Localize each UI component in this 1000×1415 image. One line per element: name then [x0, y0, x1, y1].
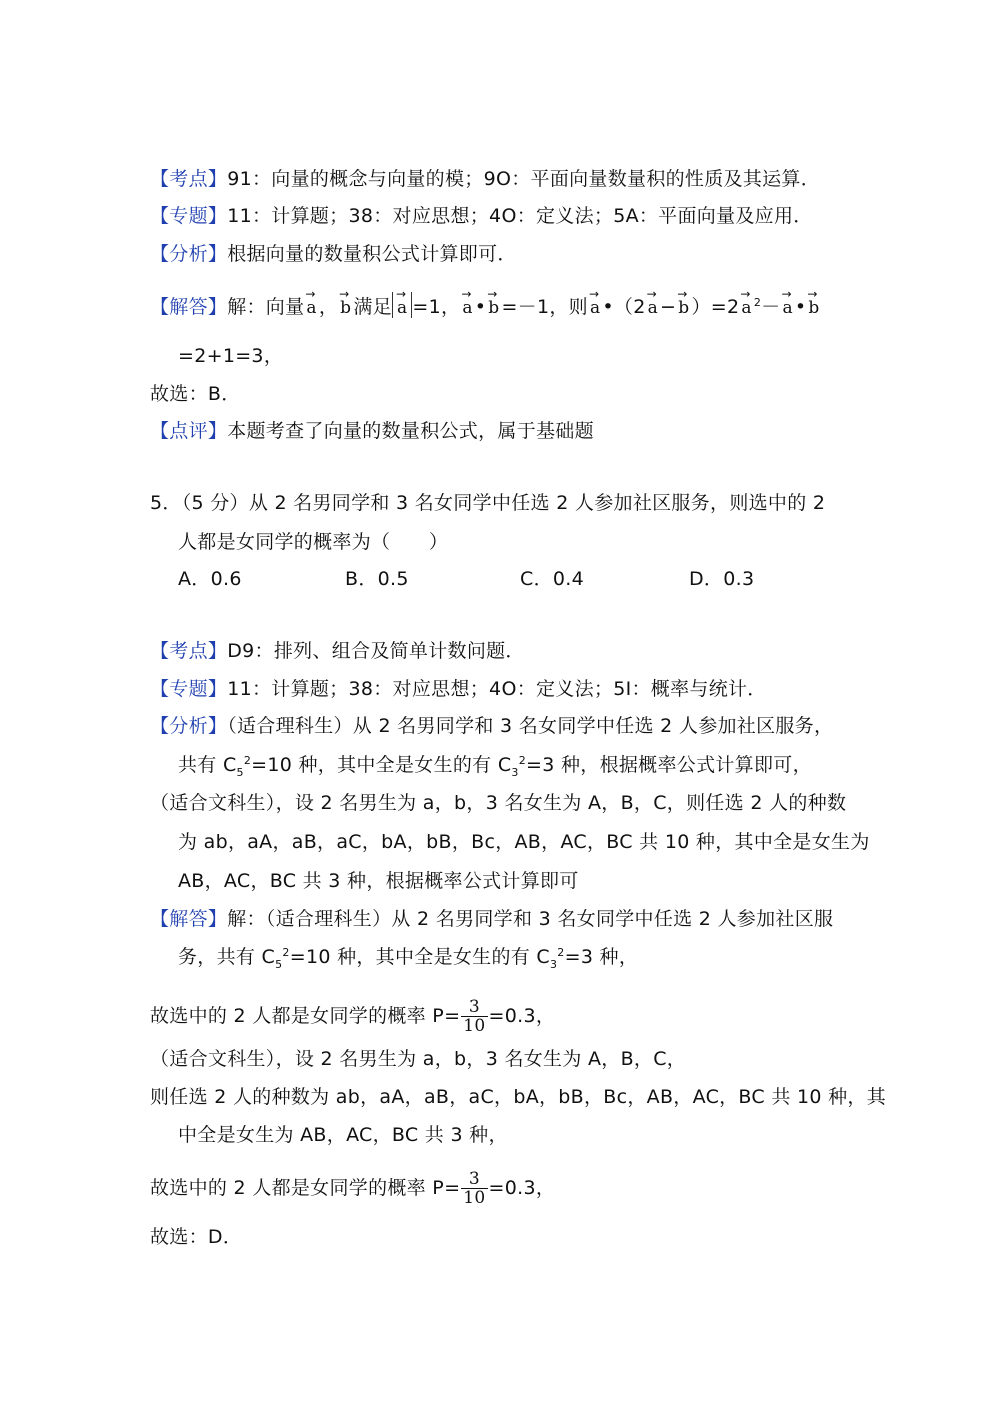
probability-text: =0.3，: [488, 1177, 556, 1199]
q5-jieda-text: =3 种，: [564, 946, 639, 968]
q5-fenxi-line3: （适合文科生），设 2 名男生为 a，b，3 名女生为 A，B，C，则任选 2 人的种数: [150, 792, 847, 814]
q4-jieda-text: =－1，则: [501, 296, 588, 318]
kaodian-tag: 【考点】: [150, 168, 228, 190]
q5-fenxi-text: 共有 C: [178, 754, 237, 776]
superscript: 2: [243, 754, 252, 767]
probability-text: 故选中的 2 人都是女同学的概率 P=: [150, 1177, 461, 1199]
minus-operator: −: [660, 296, 677, 318]
vector-a: → a: [306, 289, 316, 321]
q5-option-b: B．0.5: [345, 568, 409, 590]
subscript: 3: [511, 766, 519, 779]
q5-renxuan-line1: 则任选 2 人的种数为 ab，aA，aB，aC，bA，bB，Bc，AB，AC，BC 共 10 种，其: [150, 1086, 886, 1108]
dot-operator: •: [474, 296, 487, 318]
q5-jieda-text: 务，共有 C: [178, 946, 276, 968]
q4-kaodian-text: 91：向量的概念与向量的模；9O：平面向量数量积的性质及其运算．: [227, 168, 821, 190]
kaodian-tag: 【考点】: [150, 640, 228, 662]
q4-jieda-text: •（2: [602, 296, 646, 318]
q4-jieda-line: [150, 289, 822, 323]
zhuanti-tag: 【专题】: [150, 678, 228, 700]
q4-jieda-text: ，: [318, 296, 339, 318]
q5-jieda-text: 解：（适合理科生）从 2 名男同学和 3 名女同学中任选 2 人参加社区服: [227, 908, 834, 930]
vector-a: → a: [397, 292, 407, 318]
fraction-numerator: 3: [468, 997, 480, 1017]
q4-dianping-text: 本题考查了向量的数量积公式，属于基础题: [227, 420, 594, 442]
q4-kaodian-line: [150, 166, 820, 192]
q4-zhuanti-text: 11：计算题；38：对应思想；4O：定义法；5A：平面向量及应用．: [227, 205, 813, 227]
zhuanti-tag: 【专题】: [150, 205, 228, 227]
q5-fenxi-line5: AB，AC，BC 共 3 种，根据概率公式计算即可: [178, 870, 579, 892]
q4-jieda-text: 解：向量: [227, 296, 305, 318]
vector-b: → b: [678, 289, 689, 321]
q5-jieda-line2: [178, 944, 638, 973]
q5-answer: 故选：D．: [150, 1226, 243, 1248]
q5-renxuan-line2: 中全是女生为 AB，AC，BC 共 3 种，: [178, 1124, 508, 1146]
vector-b: → b: [808, 289, 819, 321]
q4-jieda-line2: =2+1=3，: [178, 345, 284, 367]
fraction-denominator: 10: [463, 1016, 486, 1036]
q5-zhuanti-text: 11：计算题；38：对应思想；4O：定义法；5I：概率与统计．: [227, 678, 767, 700]
superscript: 2: [557, 946, 565, 959]
superscript: 2: [518, 754, 527, 767]
fenxi-tag: 【分析】: [150, 715, 228, 737]
q5-zhuanti-line: [150, 676, 767, 702]
q4-jieda-text: －: [761, 296, 781, 318]
abs-vector-a: [392, 292, 412, 318]
q5-kaodian-text: D9：排列、组合及简单计数问题．: [227, 640, 525, 662]
q5-stem-line2: 人都是女同学的概率为（ ）: [178, 531, 449, 553]
vector-a: → a: [741, 289, 751, 321]
jieda-tag: 【解答】: [150, 908, 228, 930]
fraction: [461, 998, 487, 1035]
q4-jieda-text: ）=2: [691, 296, 740, 318]
vector-b: → b: [488, 289, 499, 321]
q5-kaodian-line: [150, 638, 525, 664]
q5-wenke-line: （适合文科生），设 2 名男生为 a，b，3 名女生为 A，B，C，: [150, 1048, 687, 1070]
q4-fenxi-text: 根据向量的数量积公式计算即可．: [227, 243, 517, 265]
q5-fenxi-line: [150, 713, 833, 739]
vector-a: → a: [590, 289, 600, 321]
q5-fenxi-text: =10 种，其中全是女生的有 C: [251, 754, 512, 776]
fraction: [461, 1170, 487, 1207]
q5-option-a: A．0.6: [178, 568, 242, 590]
probability-text: =0.3，: [488, 1005, 556, 1027]
vector-a: → a: [462, 289, 472, 321]
q5-option-c: C．0.4: [520, 568, 584, 590]
q5-jieda-text: =10 种，其中全是女生的有 C: [289, 946, 550, 968]
q4-jieda-text: =1，: [412, 296, 461, 318]
q4-jieda-text: 满足: [353, 296, 392, 318]
probability-text: 故选中的 2 人都是女同学的概率 P=: [150, 1005, 461, 1027]
q5-fenxi-text: =3 种，根据概率公式计算即可，: [526, 754, 812, 776]
q5-fenxi-line2: [178, 752, 812, 781]
fraction-denominator: 10: [463, 1188, 486, 1208]
dot-operator: •: [794, 296, 807, 318]
q4-zhuanti-line: [150, 203, 813, 229]
q4-answer: 故选：B．: [150, 383, 241, 405]
superscript-2: 2: [753, 296, 762, 309]
vector-b: → b: [340, 289, 351, 321]
q5-fenxi-text: （适合理科生）从 2 名男同学和 3 名女同学中任选 2 人参加社区服务，: [227, 715, 834, 737]
fraction-numerator: 3: [468, 1169, 480, 1189]
q5-jieda-line: [150, 906, 833, 932]
superscript: 2: [282, 946, 290, 959]
vector-a: → a: [648, 289, 658, 321]
jieda-tag: 【解答】: [150, 296, 228, 318]
q5-stem-line1: 5．（5 分）从 2 名男同学和 3 名女同学中任选 2 人参加社区服务，则选中的 2: [150, 492, 826, 514]
q5-option-d: D．0.3: [689, 568, 755, 590]
q5-fenxi-line4: 为 ab，aA，aB，aC，bA，bB，Bc，AB，AC，BC 共 10 种，其中全是女生为: [178, 831, 870, 853]
subscript: 5: [275, 958, 283, 971]
q5-probability-line1: [150, 996, 555, 1036]
subscript: 5: [236, 766, 244, 779]
vector-a: → a: [782, 289, 792, 321]
q4-fenxi-line: [150, 241, 517, 267]
q5-probability-line2: [150, 1168, 555, 1208]
fenxi-tag: 【分析】: [150, 243, 228, 265]
subscript: 3: [549, 958, 558, 971]
dianping-tag: 【点评】: [150, 420, 228, 442]
q4-dianping-line: [150, 418, 594, 444]
